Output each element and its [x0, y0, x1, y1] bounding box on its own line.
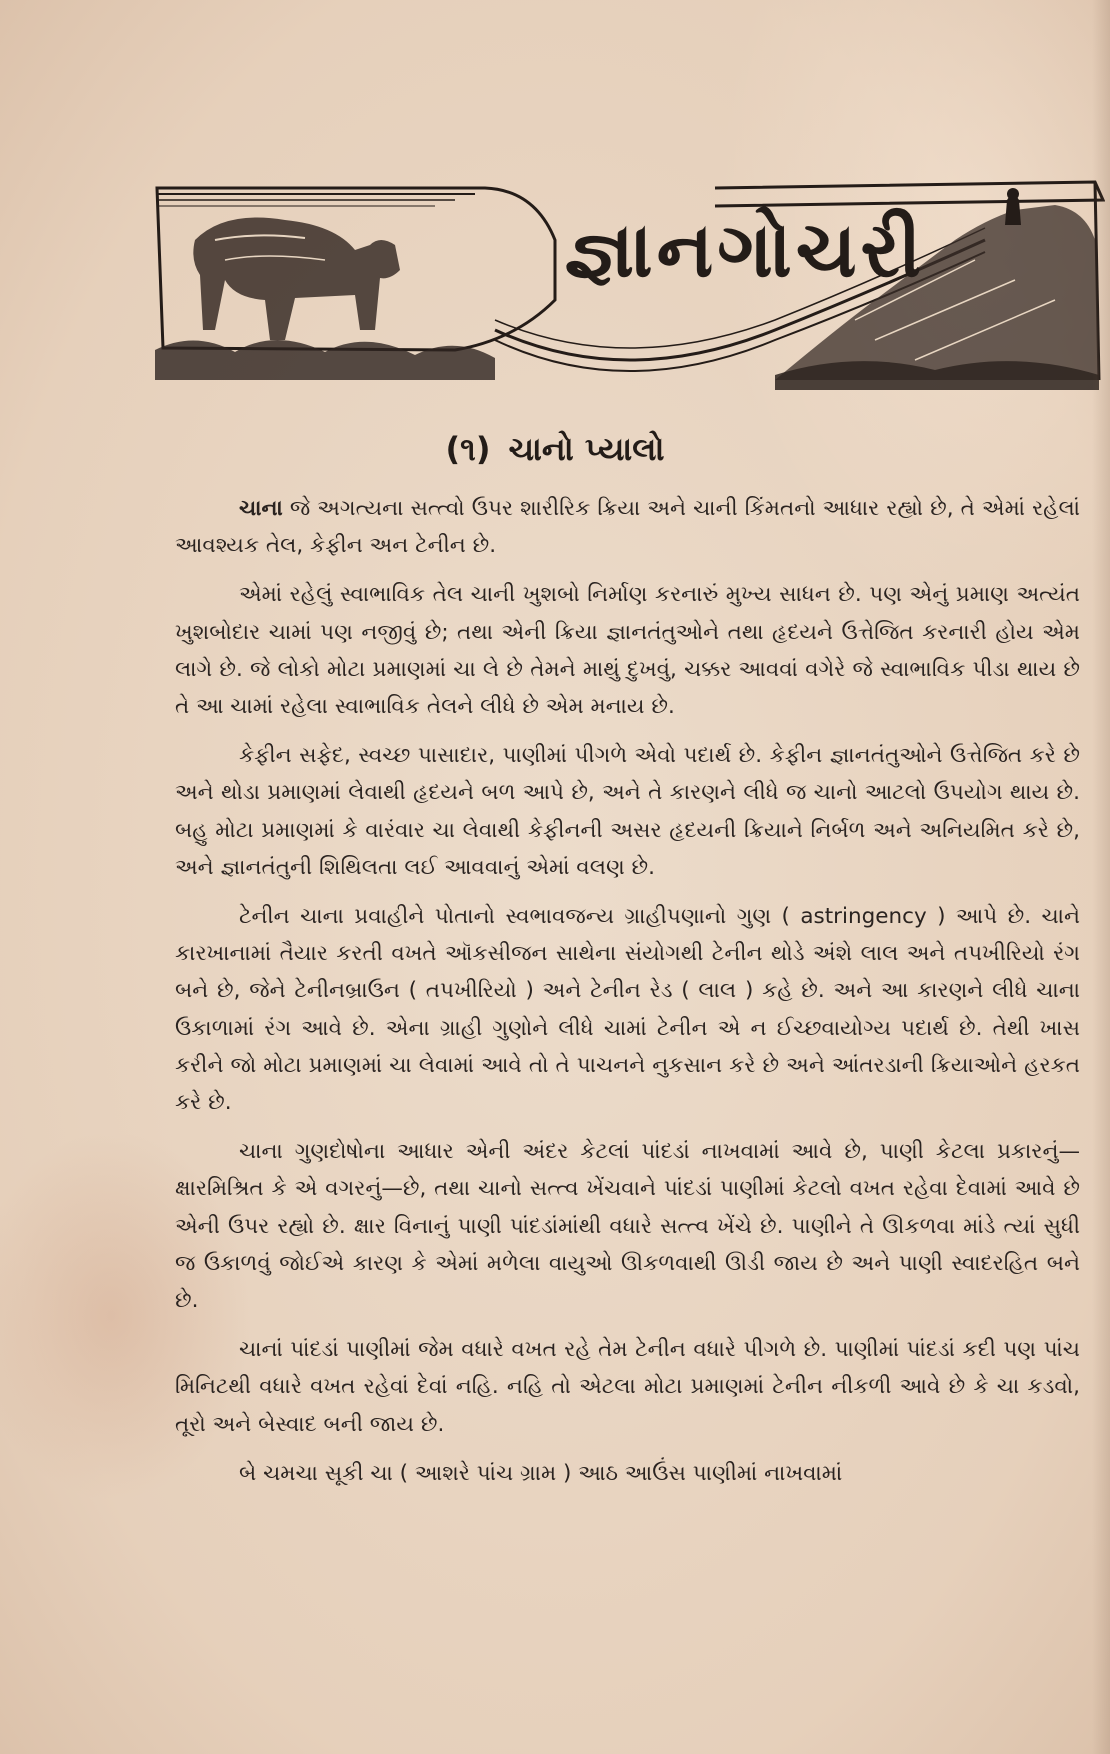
paragraph-3: કેફીન સફેદ, સ્વચ્છ પાસાદાર, પાણીમાં પીગળે એવો પદાર્થ છે. કેફીન જ્ઞાનતંતુઓને ઉત્તેજિત કરે છે અને થોડા પ્રમાણમાં લેવાથી હૃદયને બળ આપે છે, અને તે કારણને લીધે જ ચાનો આટલો ઉપયોગ થાય છે. બહુ મોટા પ્રમાણમાં કે વારંવાર ચા લેવાથી કેફીનની અસર હૃદયની ક્રિયાને નિર્બળ અને અનિયમિત કરે છે, અને જ્ઞાનતંતુની શિથિલતા લઈ આવવાનું એમાં વલણ છે. — [175, 743, 1080, 880]
paragraph-5: ચાના ગુણદોષોના આધાર એની અંદર કેટલાં પાંદડાં નાખવામાં આવે છે, પાણી કેટલા પ્રકારનું—ક્ષારમિશ્રિત કે એ વગરનું—છે, તથા ચાનો સત્ત્વ ખેંચવાને પાંદડાં પાણીમાં કેટલો વખત રહેવા દેવામાં આવે છે એની ઉપર રહ્યો છે. ક્ષાર વિનાનું પાણી પાંદડાંમાંથી વધારે સત્ત્વ ખેંચે છે. પાણીને તે ઊકળવા માંડે ત્યાં સુધી જ ઉકાળવું જોઈએ કારણ કે એમાં મળેલા વાયુઓ ઊકળવાથી ઊડી જાય છે અને પાણી સ્વાદરહિત બને છે. — [175, 1139, 1080, 1314]
paragraph-text: જે અગત્યના સત્ત્વો ઉપર શારીરિક ક્રિયા અને ચાની કિંમતનો આધાર રહ્યો છે, તે એમાં રહેલાં આવશ્યક તેલ, કેફીન અન ટેનીન છે. — [175, 496, 1080, 559]
banner-title: જ્ઞાનગોચરી — [564, 205, 926, 294]
article-number: (૧) — [445, 430, 491, 468]
paragraph-1 — [175, 490, 1080, 564]
paragraph-7: બે ચમચા સૂકી ચા ( આશરે પાંચ ગ્રામ ) આઠ આઉંસ પાણીમાં નાખવામાં — [239, 1460, 843, 1486]
paragraph-4: ટેનીન ચાના પ્રવાહીને પોતાનો સ્વભાવજન્ય ગ્રાહીપણાનો ગુણ ( astringency ) આપે છે. ચાને કારખાનામાં તૈયાર કરતી વખતે ઑકસીજન સાથેના સંયોગથી ટેનીન થોડે અંશે લાલ અને તપખીરિયો રંગ બને છે, જેને ટેનીનબ્રાઉન ( તપખીરિયો ) અને ટેનીન રેડ ( લાલ ) કહે છે. અને આ કારણને લીધે ચાના ઉકાળામાં રંગ આવે છે. એના ગ્રાહી ગુણોને લીધે ચામાં ટેનીન એ ન ઈચ્છવાયોગ્ય પદાર્થ છે. તેથી ખાસ કરીને જો મોટા પ્રમાણમાં ચા લેવામાં આવે તો તે પાચનને નુકસાન કરે છે અને આંતરડાની ક્રિયાઓને હરકત કરે છે. — [175, 904, 1080, 1116]
paragraph-6: ચાનાં પાંદડાં પાણીમાં જેમ વધારે વખત રહે તેમ ટેનીન વધારે પીગળે છે. પાણીમાં પાંદડાં કદી પણ પાંચ મિનિટથી વધારે વખત રહેવાં દેવાં નહિ. નહિ તો એટલા મોટા પ્રમાણમાં ટેનીન નીકળી આવે છે કે ચા કડવો, તૂરો અને બેસ્વાદ બની જાય છે. — [175, 1337, 1080, 1437]
article-heading: ચાનો પ્યાલો — [508, 430, 665, 468]
article-title — [0, 430, 1110, 469]
lead-word: ચાના — [239, 496, 283, 521]
paragraph-2: એમાં રહેલું સ્વાભાવિક તેલ ચાની ખુશબો નિર્માણ કરનારું મુખ્ય સાધન છે. પણ એનું પ્રમાણ અત્યંત ખુશબોદાર ચામાં પણ નજીવું છે; તથા એની ક્રિયા જ્ઞાનતંતુઓને તથા હૃદયને ઉત્તેજિત કરનારી હોય એમ લાગે છે. જે લોકો મોટા પ્રમાણમાં ચા લે છે તેમને માથું દુખવું, ચક્કર આવવાં વગેરે જે સ્વાભાવિક પીડા થાય છે તે આ ચામાં રહેલા સ્વાભાવિક તેલને લીધે છે એમ મનાય છે. — [175, 582, 1080, 720]
section-banner — [155, 180, 1105, 390]
article-body — [175, 490, 1080, 1504]
